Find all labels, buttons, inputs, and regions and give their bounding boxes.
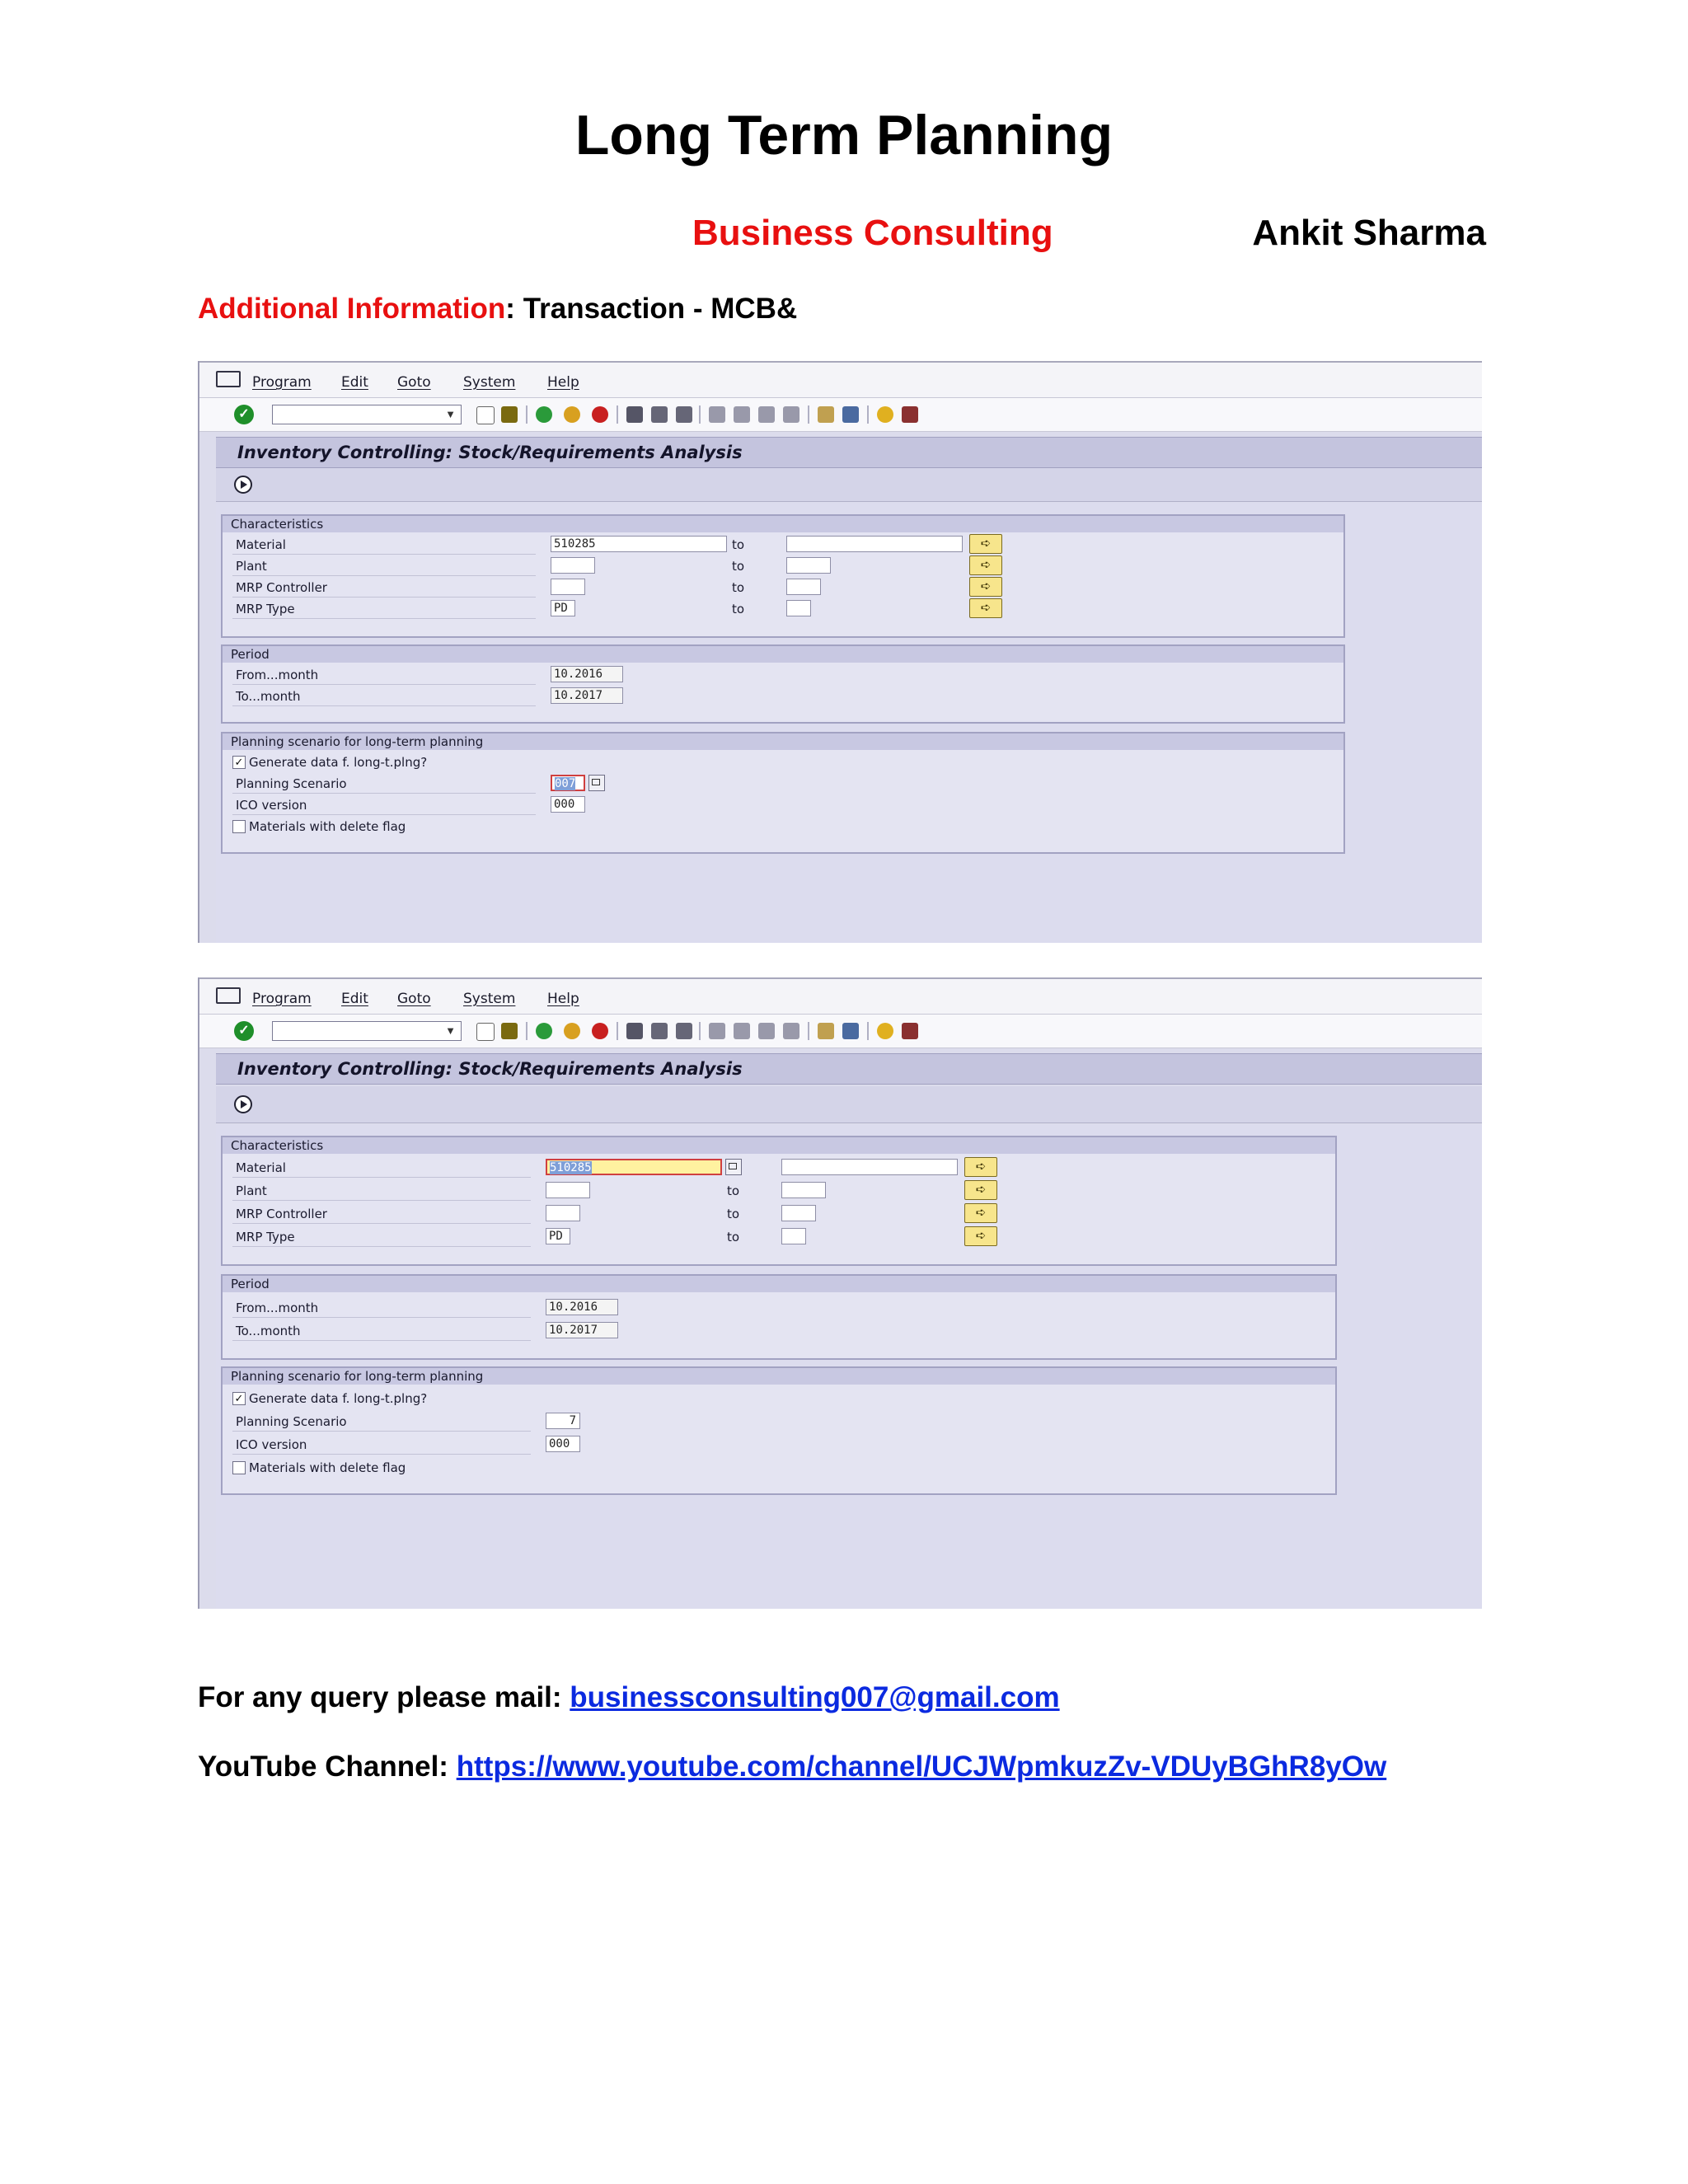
menu-goto[interactable]: Goto xyxy=(397,374,431,391)
material-label: Material xyxy=(232,536,536,555)
document-title: Long Term Planning xyxy=(574,104,1114,166)
from-month-label: From...month xyxy=(232,1299,531,1318)
mrp-type-label: MRP Type xyxy=(232,600,536,619)
mrp-controller-label: MRP Controller xyxy=(232,1205,531,1224)
toolbar-separator xyxy=(808,405,809,424)
toolbar-separator xyxy=(808,1022,809,1040)
to-label: to xyxy=(727,1207,740,1221)
toolbar-separator xyxy=(526,405,528,424)
period-group xyxy=(221,1274,1337,1360)
multiple-selection-arrow-icon[interactable]: ➪ xyxy=(964,1203,997,1223)
delete-flag-row xyxy=(232,1459,727,1477)
ico-version-label: ICO version xyxy=(232,1436,531,1455)
material-label: Material xyxy=(232,1159,531,1178)
contact-line xyxy=(198,1681,1060,1714)
mrp-type-from-field[interactable]: PD xyxy=(551,600,575,616)
cancel-icon[interactable] xyxy=(592,1023,608,1039)
value-help-icon[interactable] xyxy=(725,1159,742,1175)
mrp-controller-to-field[interactable] xyxy=(786,579,821,595)
group-title: Characteristics xyxy=(223,1137,1335,1154)
toolbar-separator xyxy=(699,1022,701,1040)
toolbar-separator xyxy=(617,1022,618,1040)
menu-icon[interactable] xyxy=(216,987,241,1004)
toolbar-separator xyxy=(617,405,618,424)
ico-version-label: ICO version xyxy=(232,796,536,815)
delete-flag-label: Materials with delete flag xyxy=(249,1460,406,1475)
menu-icon[interactable] xyxy=(216,371,241,387)
help-icon[interactable] xyxy=(877,1023,893,1039)
sap-screenshot-2 xyxy=(198,977,1482,1609)
first-page-icon[interactable] xyxy=(709,1023,725,1039)
to-month-label: To...month xyxy=(232,1322,531,1341)
material-to-field[interactable] xyxy=(781,1159,958,1175)
back-arrow-icon[interactable] xyxy=(476,1023,495,1041)
selection-screen xyxy=(216,1124,1482,1609)
to-month-label: To...month xyxy=(232,687,536,706)
planning-scenario-label: Planning Scenario xyxy=(232,775,536,794)
shortcut-icon[interactable] xyxy=(842,1023,859,1039)
multiple-selection-arrow-icon[interactable]: ➪ xyxy=(964,1226,997,1246)
to-month-field[interactable]: 10.2017 xyxy=(551,687,623,704)
find-next-icon[interactable] xyxy=(676,1023,692,1039)
command-field[interactable] xyxy=(272,405,462,424)
mail-separator: : xyxy=(551,1681,570,1713)
plant-to-field[interactable] xyxy=(786,557,831,574)
next-page-icon[interactable] xyxy=(758,1023,775,1039)
generate-data-label: Generate data f. long-t.plng? xyxy=(249,1391,428,1406)
material-value: 510285 xyxy=(550,1161,592,1174)
youtube-link[interactable]: https://www.youtube.com/channel/UCJWpmkuzZv-VDUyBGhR8yOw xyxy=(456,1750,1387,1783)
layout-menu-icon[interactable] xyxy=(902,1023,918,1039)
document-subtitle: Business Consulting xyxy=(692,213,1053,253)
enter-check-icon[interactable]: ✓ xyxy=(234,1021,254,1041)
planning-scenario-group xyxy=(221,1366,1337,1495)
previous-page-icon[interactable] xyxy=(734,406,750,423)
additional-info xyxy=(198,293,797,326)
group-title: Period xyxy=(223,646,1343,663)
plant-label: Plant xyxy=(232,557,536,576)
screen-title-bar xyxy=(216,1053,1482,1085)
help-icon[interactable] xyxy=(877,406,893,423)
menu-goto[interactable]: Goto xyxy=(397,991,431,1007)
to-label: to xyxy=(732,602,745,616)
to-label: to xyxy=(727,1230,740,1244)
delete-flag-checkbox[interactable] xyxy=(232,1461,246,1474)
info-separator: : xyxy=(505,293,523,325)
first-page-icon[interactable] xyxy=(709,406,725,423)
planning-scenario-label: Planning Scenario xyxy=(232,1413,531,1432)
sap-screenshot-1 xyxy=(198,361,1482,943)
group-title: Planning scenario for long-term planning xyxy=(223,733,1343,750)
info-label: Additional Information xyxy=(198,293,506,325)
email-link[interactable]: businessconsulting007@gmail.com xyxy=(570,1681,1060,1713)
menu-system[interactable]: System xyxy=(463,374,516,391)
info-text: Transaction - MCB& xyxy=(523,293,798,325)
selection-screen xyxy=(216,503,1482,943)
next-page-icon[interactable] xyxy=(758,406,775,423)
multiple-selection-arrow-icon[interactable]: ➪ xyxy=(969,534,1002,554)
characteristics-group xyxy=(221,514,1345,638)
layout-menu-icon[interactable] xyxy=(902,406,918,423)
previous-page-icon[interactable] xyxy=(734,1023,750,1039)
generate-data-checkbox[interactable]: ✓ xyxy=(232,1392,246,1405)
menu-system[interactable]: System xyxy=(463,991,516,1007)
application-toolbar xyxy=(216,468,1482,502)
document-author: Ankit Sharma xyxy=(1252,213,1486,253)
back-arrow-icon[interactable] xyxy=(476,406,495,424)
toolbar-separator xyxy=(699,405,701,424)
menu-edit[interactable]: Edit xyxy=(341,374,368,391)
delete-flag-label: Materials with delete flag xyxy=(249,819,406,834)
material-to-field[interactable] xyxy=(786,536,963,552)
planning-scenario-field[interactable]: 7 xyxy=(546,1413,580,1429)
menu-program[interactable]: Program xyxy=(252,991,312,1007)
plant-from-field[interactable] xyxy=(546,1182,590,1198)
menu-help[interactable]: Help xyxy=(547,991,579,1007)
last-page-icon[interactable] xyxy=(783,406,799,423)
mrp-controller-from-field[interactable] xyxy=(546,1205,580,1221)
generate-data-row xyxy=(232,1390,727,1408)
mrp-controller-label: MRP Controller xyxy=(232,579,536,598)
mrp-type-label: MRP Type xyxy=(232,1228,531,1247)
characteristics-group xyxy=(221,1136,1337,1266)
standard-toolbar xyxy=(199,397,1482,432)
chevron-down-icon[interactable]: ▼ xyxy=(445,408,456,420)
group-title: Period xyxy=(223,1276,1335,1292)
application-toolbar xyxy=(216,1086,1482,1123)
menu-program[interactable]: Program xyxy=(252,374,312,391)
find-icon[interactable] xyxy=(651,1023,668,1039)
menu-bar xyxy=(199,977,1482,1015)
mail-label: For any query please mail xyxy=(198,1681,552,1713)
command-field[interactable] xyxy=(272,1021,462,1041)
execute-icon[interactable] xyxy=(234,1095,252,1113)
screen-title: Inventory Controlling: Stock/Requirements Analysis xyxy=(237,1059,743,1079)
toolbar-separator xyxy=(867,1022,869,1040)
back-icon[interactable] xyxy=(536,406,552,423)
generate-data-label: Generate data f. long-t.plng? xyxy=(249,755,428,770)
planning-scenario-group xyxy=(221,732,1345,854)
to-label: to xyxy=(732,559,745,574)
multiple-selection-arrow-icon[interactable]: ➪ xyxy=(964,1180,997,1200)
screen-title-bar xyxy=(216,437,1482,468)
toolbar-separator xyxy=(526,1022,528,1040)
print-icon[interactable] xyxy=(626,1023,643,1039)
save-icon[interactable] xyxy=(501,1023,518,1039)
exit-icon[interactable] xyxy=(564,406,580,423)
delete-flag-row xyxy=(232,818,727,836)
menu-bar xyxy=(199,361,1482,399)
print-icon[interactable] xyxy=(626,406,643,423)
from-month-label: From...month xyxy=(232,666,536,685)
find-icon[interactable] xyxy=(651,406,668,423)
find-next-icon[interactable] xyxy=(676,406,692,423)
from-month-field[interactable]: 10.2016 xyxy=(551,666,623,682)
new-session-icon[interactable] xyxy=(818,1023,834,1039)
menu-help[interactable]: Help xyxy=(547,374,579,391)
material-from-field[interactable] xyxy=(546,1159,722,1175)
generate-data-row xyxy=(232,753,727,771)
ico-version-field[interactable]: 000 xyxy=(546,1436,580,1452)
material-from-field[interactable]: 510285 xyxy=(551,536,727,552)
delete-flag-checkbox[interactable] xyxy=(232,820,246,833)
menu-edit[interactable]: Edit xyxy=(341,991,368,1007)
to-label: to xyxy=(732,537,745,552)
save-icon[interactable] xyxy=(501,406,518,423)
mrp-type-from-field[interactable]: PD xyxy=(546,1228,570,1244)
standard-toolbar xyxy=(199,1014,1482,1048)
youtube-label: YouTube Channel: xyxy=(198,1750,457,1783)
multiple-selection-arrow-icon[interactable]: ➪ xyxy=(969,598,1002,618)
multiple-selection-arrow-icon[interactable]: ➪ xyxy=(964,1157,997,1177)
plant-from-field[interactable] xyxy=(551,557,595,574)
generate-data-checkbox[interactable]: ✓ xyxy=(232,756,246,769)
screen-title: Inventory Controlling: Stock/Requirements Analysis xyxy=(237,443,743,462)
planning-scenario-field[interactable] xyxy=(551,775,585,791)
multiple-selection-arrow-icon[interactable]: ➪ xyxy=(969,555,1002,575)
chevron-down-icon[interactable]: ▼ xyxy=(445,1024,456,1037)
execute-icon[interactable] xyxy=(234,476,252,494)
exit-icon[interactable] xyxy=(564,1023,580,1039)
to-label: to xyxy=(732,580,745,595)
mrp-controller-from-field[interactable] xyxy=(551,579,585,595)
planning-scenario-value: 007 xyxy=(555,777,576,790)
last-page-icon[interactable] xyxy=(783,1023,799,1039)
multiple-selection-arrow-icon[interactable]: ➪ xyxy=(969,577,1002,597)
to-label: to xyxy=(727,1183,740,1198)
mrp-type-to-field[interactable] xyxy=(786,600,811,616)
ico-version-field[interactable]: 000 xyxy=(551,796,585,813)
plant-label: Plant xyxy=(232,1182,531,1201)
mrp-controller-to-field[interactable] xyxy=(781,1205,816,1221)
shortcut-icon[interactable] xyxy=(842,406,859,423)
youtube-line xyxy=(198,1750,1386,1783)
mrp-type-to-field[interactable] xyxy=(781,1228,806,1244)
group-title: Characteristics xyxy=(223,516,1343,532)
cancel-icon[interactable] xyxy=(592,406,608,423)
from-month-field[interactable]: 10.2016 xyxy=(546,1299,618,1315)
new-session-icon[interactable] xyxy=(818,406,834,423)
back-icon[interactable] xyxy=(536,1023,552,1039)
enter-check-icon[interactable]: ✓ xyxy=(234,405,254,424)
to-month-field[interactable]: 10.2017 xyxy=(546,1322,618,1338)
group-title: Planning scenario for long-term planning xyxy=(223,1368,1335,1385)
plant-to-field[interactable] xyxy=(781,1182,826,1198)
value-help-icon[interactable] xyxy=(588,775,605,791)
period-group xyxy=(221,644,1345,724)
toolbar-separator xyxy=(867,405,869,424)
